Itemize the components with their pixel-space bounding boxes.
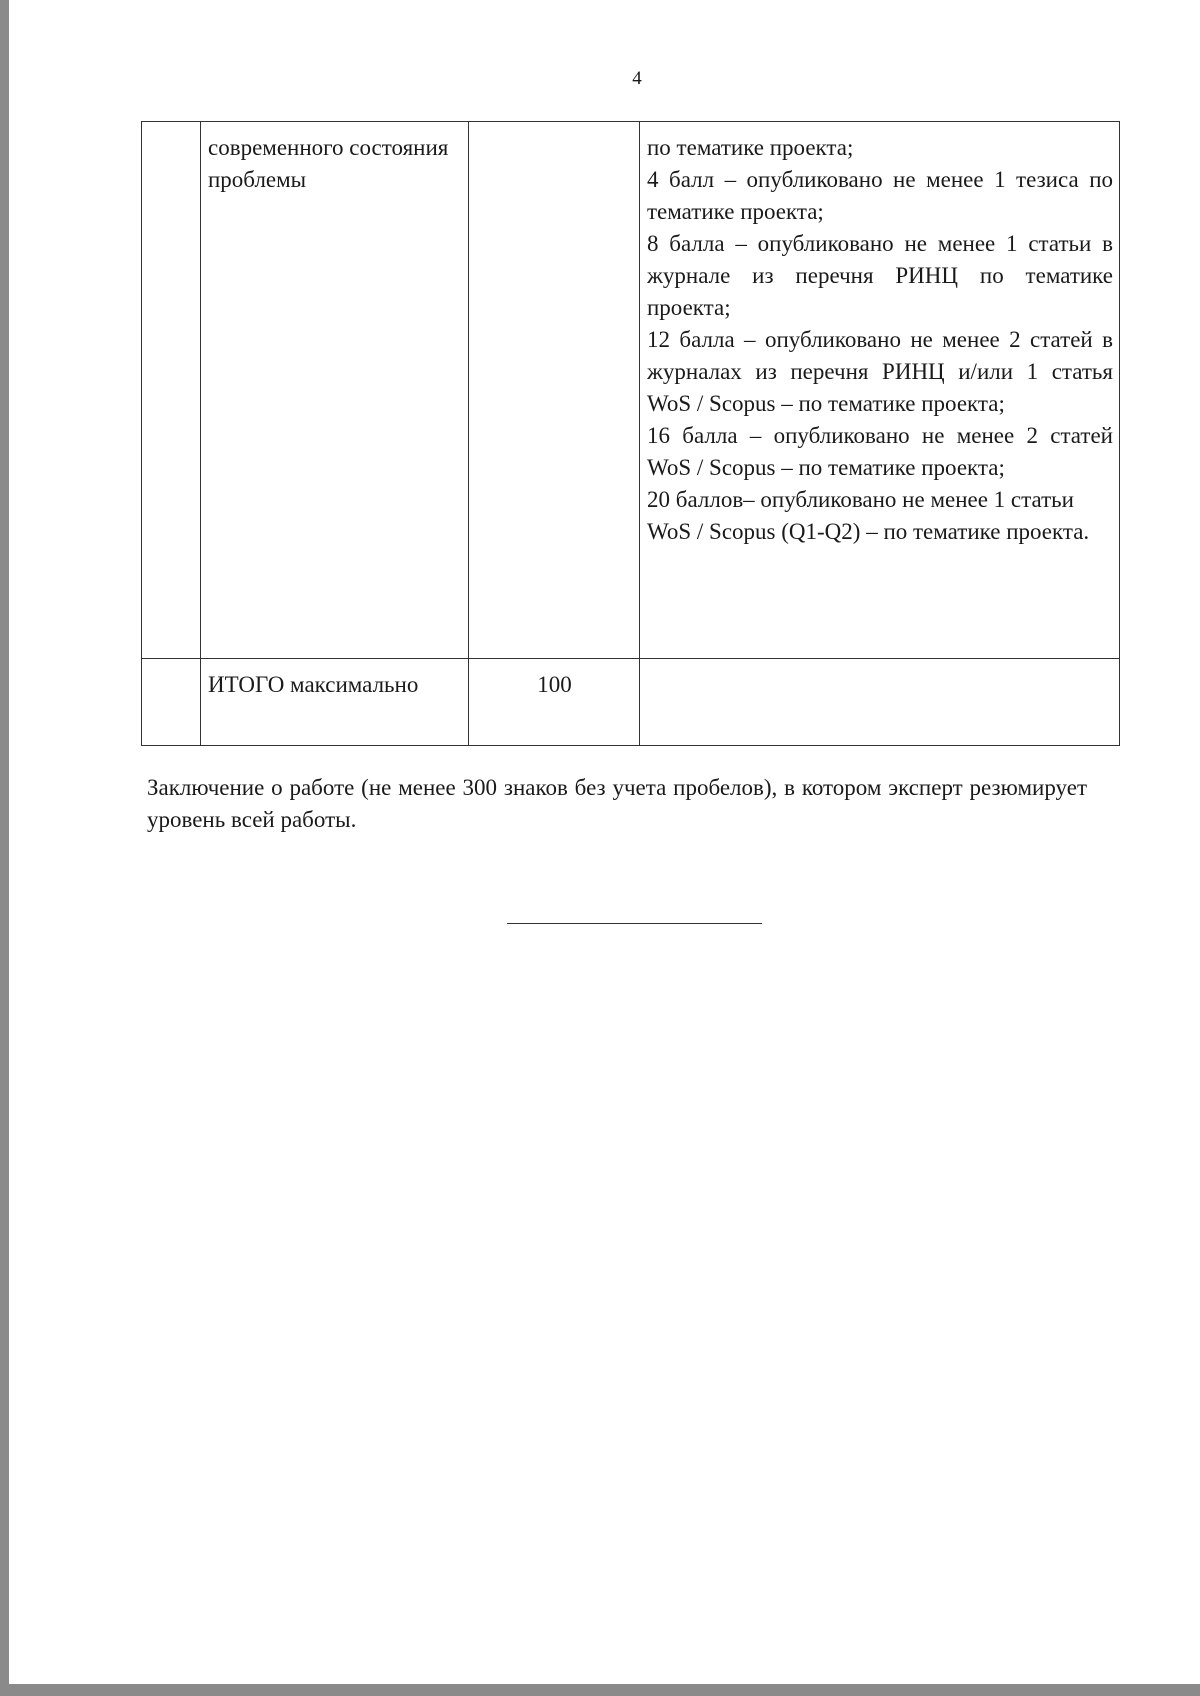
scoring-description-cell <box>640 122 1120 659</box>
signature-line <box>507 923 762 924</box>
scan-edge-left <box>0 0 9 1696</box>
max-score-cell <box>469 122 640 659</box>
total-description-cell <box>640 659 1120 746</box>
row-number-cell <box>142 122 201 659</box>
scoring-line: 16 балла – опубликовано не менее 2 статей WoS / Scopus – по тематике проекта; <box>647 423 1113 480</box>
table-row <box>142 122 1120 659</box>
row-number-cell <box>142 659 201 746</box>
scoring-line: по тематике проекта; <box>647 135 854 160</box>
scoring-line: 12 балла – опубликовано не менее 2 статей в журналах из перечня РИНЦ и/или 1 статья WoS / Scopus – по тематике проекта; <box>647 327 1113 416</box>
total-label-cell: ИТОГО максимально <box>201 659 469 746</box>
criteria-table <box>141 121 1120 746</box>
scoring-line: 20 баллов– опубликовано не менее 1 статьи WoS / Scopus (Q1-Q2) – по тематике проекта. <box>647 487 1090 544</box>
criterion-cell: современного состояния проблемы <box>201 122 469 659</box>
table-row-total <box>142 659 1120 746</box>
total-value-cell: 100 <box>469 659 640 746</box>
conclusion-text: Заключение о работе (не менее 300 знаков без учета пробелов), в котором эксперт резюмирует уровень всей работы. <box>147 775 1087 832</box>
scan-edge-bottom <box>0 1684 1200 1696</box>
page-number: 4 <box>632 68 642 89</box>
scoring-line: 4 балл – опубликовано не менее 1 тезиса по тематике проекта; <box>647 167 1113 224</box>
scoring-line: 8 балла – опубликовано не менее 1 статьи в журнале из перечня РИНЦ по тематике проекта; <box>647 231 1113 320</box>
